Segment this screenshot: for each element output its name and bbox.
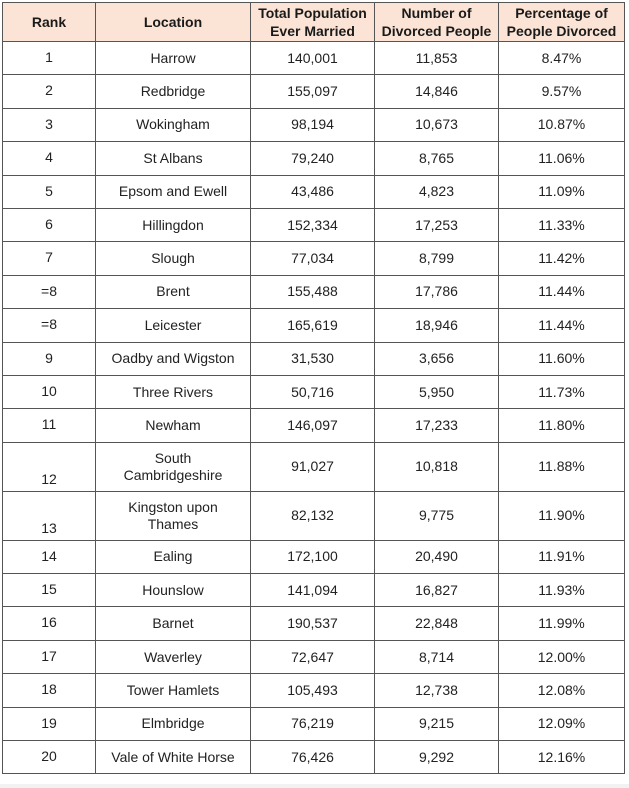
divorced-cell: 12,738 [375,674,499,707]
table-row [3,540,625,573]
rank-cell: 2 [3,75,96,108]
divorce-ranking-table [2,2,625,774]
population-cell: 43,486 [251,175,375,208]
table-row [3,275,625,308]
rank-cell: 10 [3,375,96,408]
divorced-cell: 8,765 [375,142,499,175]
divorced-cell: 20,490 [375,540,499,573]
location-cell: Harrow [96,42,251,75]
location-cell: Three Rivers [96,375,251,408]
rank-cell: 11 [3,409,96,442]
header-percentage-line1: Percentage of [515,5,608,21]
rank-cell: 12 [3,442,96,491]
rank-cell: 14 [3,540,96,573]
divorced-cell: 17,786 [375,275,499,308]
percentage-cell: 12.16% [499,741,625,774]
divorced-cell: 14,846 [375,75,499,108]
bottom-strip [0,784,629,788]
location-cell: St Albans [96,142,251,175]
rank-cell: 9 [3,342,96,375]
population-cell: 50,716 [251,375,375,408]
location-cell: Tower Hamlets [96,674,251,707]
rank-cell: 19 [3,707,96,740]
location-cell [96,491,251,540]
population-cell: 165,619 [251,309,375,342]
population-cell: 91,027 [251,442,375,491]
percentage-cell: 11.90% [499,491,625,540]
percentage-cell: 10.87% [499,108,625,141]
population-cell: 79,240 [251,142,375,175]
population-cell: 76,426 [251,741,375,774]
header-rank-label: Rank [31,14,67,30]
location-cell [96,442,251,491]
rank-cell: 16 [3,607,96,640]
percentage-cell: 11.99% [499,607,625,640]
header-divorced-line1: Number of [401,5,472,21]
rank-cell: 5 [3,175,96,208]
header-divorced-line2: Divorced People [381,23,492,39]
rank-cell: 18 [3,674,96,707]
table-row [3,640,625,673]
table-row [3,75,625,108]
location-cell: Vale of White Horse [96,741,251,774]
rank-cell: =8 [3,275,96,308]
rank-cell: 15 [3,574,96,607]
header-percentage [499,3,625,42]
percentage-cell: 12.09% [499,707,625,740]
location-cell: Barnet [96,607,251,640]
rank-cell: =8 [3,309,96,342]
percentage-cell: 12.00% [499,640,625,673]
location-cell: Newham [96,409,251,442]
rank-cell: 17 [3,640,96,673]
percentage-cell: 11.44% [499,309,625,342]
percentage-cell: 11.60% [499,342,625,375]
population-cell: 31,530 [251,342,375,375]
rank-cell: 7 [3,242,96,275]
rank-cell: 13 [3,491,96,540]
table-row [3,108,625,141]
population-cell: 98,194 [251,108,375,141]
percentage-cell: 11.93% [499,574,625,607]
population-cell: 105,493 [251,674,375,707]
population-cell: 141,094 [251,574,375,607]
table-row [3,208,625,241]
table-row [3,707,625,740]
population-cell: 140,001 [251,42,375,75]
divorced-cell: 17,253 [375,208,499,241]
table-row [3,42,625,75]
percentage-cell: 11.06% [499,142,625,175]
table-row [3,607,625,640]
divorced-cell: 8,714 [375,640,499,673]
population-cell: 76,219 [251,707,375,740]
population-cell: 146,097 [251,409,375,442]
location-cell: Wokingham [96,108,251,141]
divorced-cell: 11,853 [375,42,499,75]
location-cell: Waverley [96,640,251,673]
table-row [3,342,625,375]
location-cell: Brent [96,275,251,308]
table-row [3,409,625,442]
percentage-cell: 11.44% [499,275,625,308]
population-cell: 152,334 [251,208,375,241]
percentage-cell: 9.57% [499,75,625,108]
header-population-line1: Total Population [258,5,367,21]
divorced-cell: 3,656 [375,342,499,375]
table-row [3,309,625,342]
population-cell: 155,097 [251,75,375,108]
location-cell: Epsom and Ewell [96,175,251,208]
percentage-cell: 11.88% [499,442,625,491]
table-row [3,491,625,540]
divorced-cell: 8,799 [375,242,499,275]
table-row [3,741,625,774]
location-cell: Ealing [96,540,251,573]
table-row [3,242,625,275]
location-line1: South [154,449,192,466]
divorced-cell: 5,950 [375,375,499,408]
percentage-cell: 11.42% [499,242,625,275]
divorced-cell: 10,818 [375,442,499,491]
population-cell: 172,100 [251,540,375,573]
header-percentage-line2: People Divorced [506,23,617,39]
divorced-cell: 17,233 [375,409,499,442]
table-row [3,574,625,607]
table-row [3,175,625,208]
divorced-cell: 9,292 [375,741,499,774]
header-population [251,3,375,42]
table-row [3,674,625,707]
divorced-cell: 9,215 [375,707,499,740]
header-location-label: Location [143,14,203,30]
location-cell: Leicester [96,309,251,342]
population-cell: 82,132 [251,491,375,540]
location-cell: Oadby and Wigston [96,342,251,375]
rank-cell: 4 [3,142,96,175]
divorced-cell: 9,775 [375,491,499,540]
header-divorced [375,3,499,42]
location-line2: Thames [147,515,199,532]
population-cell: 77,034 [251,242,375,275]
population-cell: 190,537 [251,607,375,640]
rank-cell: 1 [3,42,96,75]
divorced-cell: 4,823 [375,175,499,208]
divorced-cell: 22,848 [375,607,499,640]
table-row [3,442,625,491]
location-line1: Kingston upon [128,498,218,515]
location-cell: Elmbridge [96,707,251,740]
percentage-cell: 11.80% [499,409,625,442]
location-cell: Slough [96,242,251,275]
location-cell: Hounslow [96,574,251,607]
population-cell: 72,647 [251,640,375,673]
percentage-cell: 11.91% [499,540,625,573]
population-cell: 155,488 [251,275,375,308]
location-line2: Cambridgeshire [123,466,223,483]
rank-cell: 3 [3,108,96,141]
table-row [3,375,625,408]
percentage-cell: 11.33% [499,208,625,241]
divorced-cell: 10,673 [375,108,499,141]
rank-cell: 20 [3,741,96,774]
percentage-cell: 8.47% [499,42,625,75]
table-row [3,142,625,175]
header-rank [3,3,96,42]
percentage-cell: 11.73% [499,375,625,408]
location-cell: Hillingdon [96,208,251,241]
header-population-line2: Ever Married [270,23,355,39]
header-location [96,3,251,42]
header-row [3,3,625,42]
location-cell: Redbridge [96,75,251,108]
rank-cell: 6 [3,208,96,241]
divorced-cell: 18,946 [375,309,499,342]
divorced-cell: 16,827 [375,574,499,607]
percentage-cell: 11.09% [499,175,625,208]
percentage-cell: 12.08% [499,674,625,707]
